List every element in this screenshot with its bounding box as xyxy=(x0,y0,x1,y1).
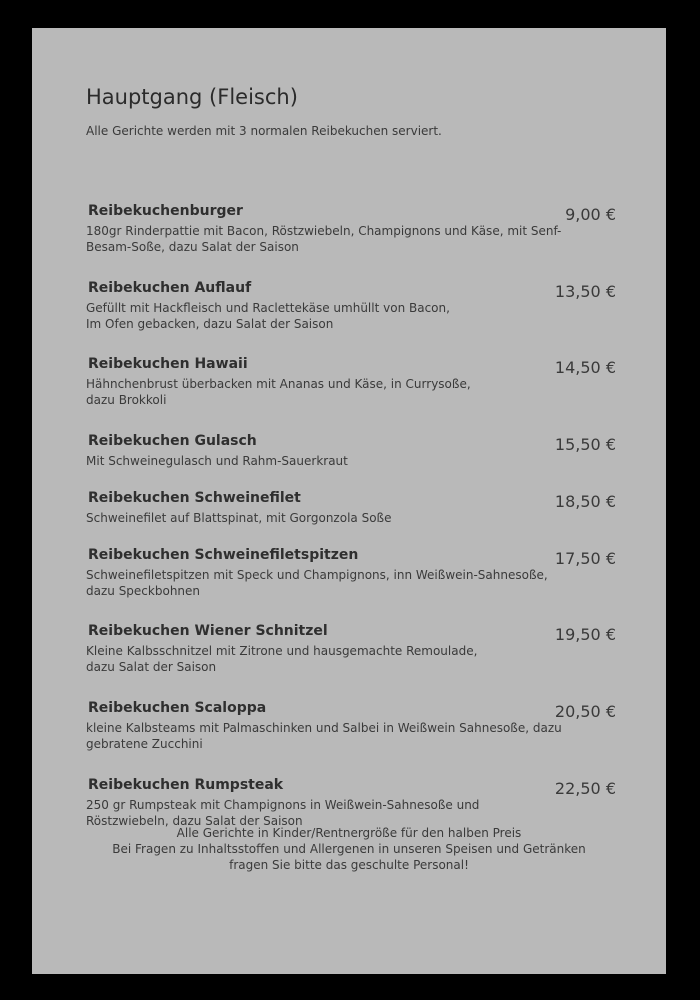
item-name: Reibekuchenburger xyxy=(88,203,243,219)
description-line: dazu Brokkoli xyxy=(86,393,167,407)
item-name: Reibekuchen Hawaii xyxy=(88,356,248,372)
item-name: Reibekuchen Wiener Schnitzel xyxy=(88,623,328,639)
footer-line: Bei Fragen zu Inhaltsstoffen und Allergenen in unseren Speisen und Getränken xyxy=(112,842,586,856)
menu-footer xyxy=(72,825,626,873)
description-line: 180gr Rinderpattie mit Bacon, Röstzwiebeln, Champignons und Käse, mit Senf- xyxy=(86,224,562,238)
description-line: gebratene Zucchini xyxy=(86,737,203,751)
description-line: Besam-Soße, dazu Salat der Saison xyxy=(86,240,299,254)
item-price: 13,50 € xyxy=(554,282,616,301)
item-price: 15,50 € xyxy=(554,435,616,454)
item-price: 19,50 € xyxy=(554,625,616,644)
item-price: 14,50 € xyxy=(554,358,616,377)
item-name: Reibekuchen Scaloppa xyxy=(88,700,267,716)
item-name: Reibekuchen Rumpsteak xyxy=(88,777,284,793)
item-name: Reibekuchen Schweinefiletspitzen xyxy=(88,547,359,563)
description-line: 250 gr Rumpsteak mit Champignons in Weißwein-Sahnesoße und xyxy=(86,798,480,812)
description-line: kleine Kalbsteams mit Palmaschinken und Salbei in Weißwein Sahnesoße, dazu xyxy=(86,721,562,735)
menu-page xyxy=(32,28,666,974)
menu-title: Hauptgang (Fleisch) xyxy=(86,85,298,109)
item-description xyxy=(86,510,591,526)
description-line: dazu Speckbohnen xyxy=(86,584,201,598)
item-price: 9,00 € xyxy=(565,205,616,224)
item-price: 17,50 € xyxy=(554,549,616,568)
description-line: Röstzwiebeln, dazu Salat der Saison xyxy=(86,814,303,828)
footer-line: Alle Gerichte in Kinder/Rentnergröße für den halben Preis xyxy=(176,826,522,840)
item-name: Reibekuchen Auflauf xyxy=(88,280,252,296)
item-description xyxy=(86,720,591,752)
item-name: Reibekuchen Schweinefilet xyxy=(88,490,301,506)
menu-subtitle: Alle Gerichte werden mit 3 normalen Reibekuchen serviert. xyxy=(86,124,442,138)
item-price: 22,50 € xyxy=(554,779,616,798)
item-description xyxy=(86,453,591,469)
description-line: Mit Schweinegulasch und Rahm-Sauerkraut xyxy=(86,454,348,468)
description-line: Schweinefiletspitzen mit Speck und Champignons, inn Weißwein-Sahnesoße, xyxy=(86,568,548,582)
item-name: Reibekuchen Gulasch xyxy=(88,433,257,449)
item-description xyxy=(86,223,591,255)
item-description xyxy=(86,567,591,599)
item-description xyxy=(86,376,591,408)
description-line: Gefüllt mit Hackfleisch und Raclettekäse umhüllt von Bacon, xyxy=(86,301,450,315)
item-description xyxy=(86,643,591,675)
description-line: Hähnchenbrust überbacken mit Ananas und Käse, in Currysoße, xyxy=(86,377,471,391)
item-price: 18,50 € xyxy=(554,492,616,511)
item-price: 20,50 € xyxy=(554,702,616,721)
description-line: dazu Salat der Saison xyxy=(86,660,217,674)
item-description xyxy=(86,300,591,332)
description-line: Kleine Kalbsschnitzel mit Zitrone und hausgemachte Remoulade, xyxy=(86,644,478,658)
description-line: Schweinefilet auf Blattspinat, mit Gorgonzola Soße xyxy=(86,511,392,525)
footer-line: fragen Sie bitte das geschulte Personal! xyxy=(229,858,469,872)
description-line: Im Ofen gebacken, dazu Salat der Saison xyxy=(86,317,334,331)
